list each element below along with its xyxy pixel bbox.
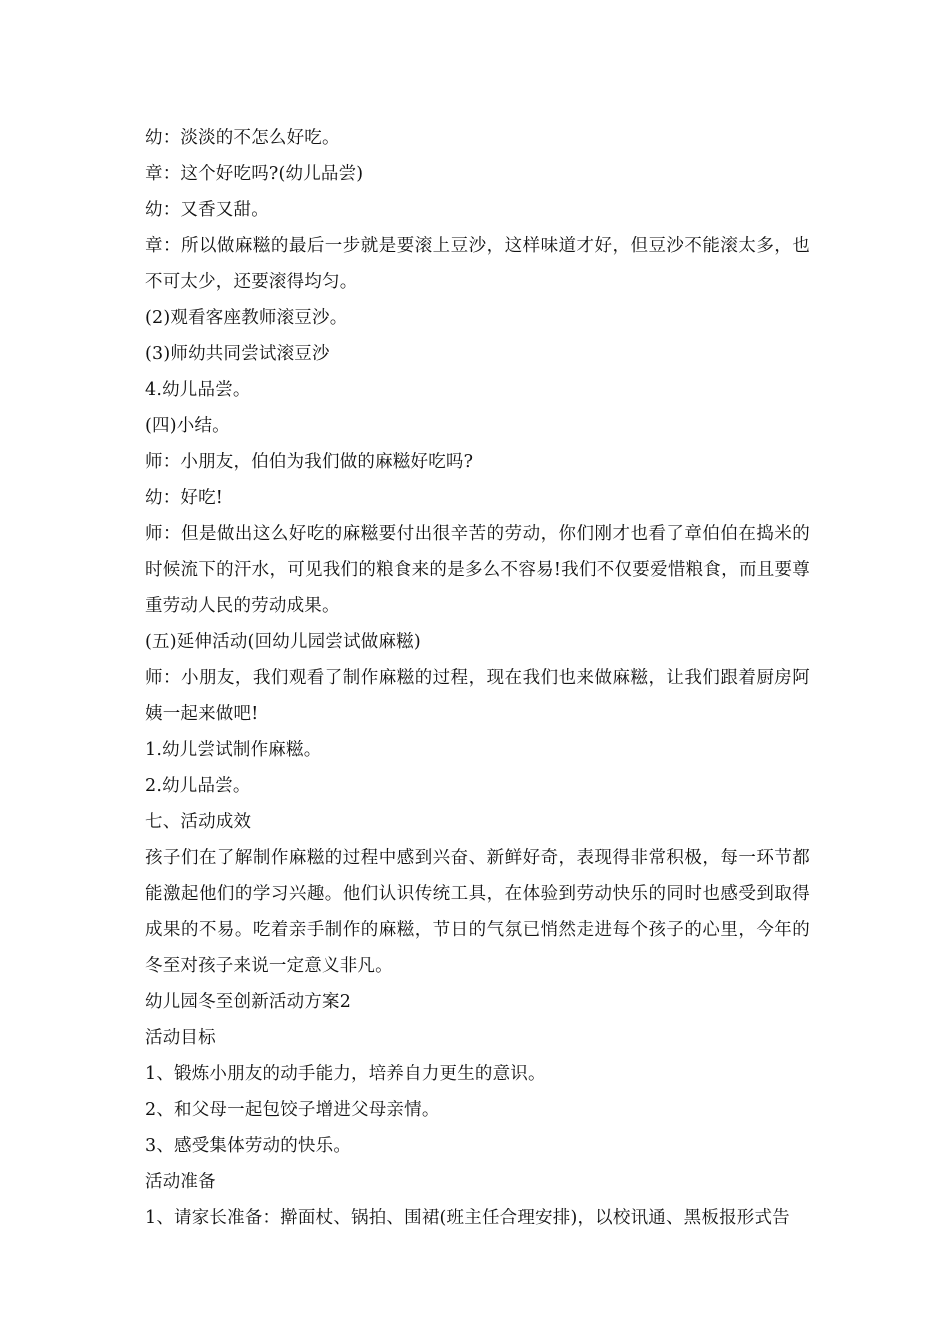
paragraph: 2.幼儿品尝。 bbox=[145, 776, 251, 796]
list-item: 1、请家长准备：擀面杖、锅拍、围裙(班主任合理安排)，以校讯通、黑板报形式告 bbox=[145, 1208, 790, 1228]
paragraph: 孩子们在了解制作麻糍的过程中感到兴奋、新鲜好奇，表现得非常积极，每一环节都能激起他们的学习兴趣。他们认识传统工具，在体验到劳动快乐的同时也感受到取得成果的不易。吃着亲手制作的麻糍，节日的气氛已悄然走进每个孩子的心里，今年的冬至对孩子来说一定意义非凡。 bbox=[145, 848, 810, 976]
paragraph: 幼：又香又甜。 bbox=[145, 200, 269, 220]
paragraph: 1.幼儿尝试制作麻糍。 bbox=[145, 740, 322, 760]
paragraph: 师：小朋友，我们观看了制作麻糍的过程，现在我们也来做麻糍，让我们跟着厨房阿姨一起来做吧! bbox=[145, 668, 810, 724]
paragraph: 幼：淡淡的不怎么好吃。 bbox=[145, 128, 340, 148]
section-heading: 七、活动成效 bbox=[145, 812, 252, 832]
paragraph: 幼：好吃! bbox=[145, 488, 224, 508]
section-heading: (四)小结。 bbox=[145, 416, 230, 436]
paragraph: 师：但是做出这么好吃的麻糍要付出很辛苦的劳动，你们刚才也看了章伯伯在捣米的时候流下的汗水，可见我们的粮食来的是多么不容易!我们不仅要爱惜粮食，而且要尊重劳动人民的劳动成果。 bbox=[145, 524, 810, 616]
paragraph: 章：所以做麻糍的最后一步就是要滚上豆沙，这样味道才好，但豆沙不能滚太多，也不可太少，还要滚得均匀。 bbox=[145, 236, 810, 292]
document-body bbox=[145, 120, 810, 1236]
list-item: 2、和父母一起包饺子增进父母亲情。 bbox=[145, 1100, 440, 1120]
paragraph: (2)观看客座教师滚豆沙。 bbox=[145, 308, 348, 328]
list-item: 3、感受集体劳动的快乐。 bbox=[145, 1136, 352, 1156]
document-title: 幼儿园冬至创新活动方案2 bbox=[145, 992, 352, 1012]
paragraph: (3)师幼共同尝试滚豆沙 bbox=[145, 344, 330, 364]
paragraph: 师：小朋友，伯伯为我们做的麻糍好吃吗? bbox=[145, 452, 474, 472]
section-heading: 活动目标 bbox=[145, 1028, 216, 1048]
section-heading: (五)延伸活动(回幼儿园尝试做麻糍) bbox=[145, 632, 421, 652]
list-item: 1、锻炼小朋友的动手能力，培养自力更生的意识。 bbox=[145, 1064, 546, 1084]
section-heading: 活动准备 bbox=[145, 1172, 216, 1192]
paragraph: 4.幼儿品尝。 bbox=[145, 380, 251, 400]
paragraph: 章：这个好吃吗?(幼儿品尝) bbox=[145, 164, 364, 184]
